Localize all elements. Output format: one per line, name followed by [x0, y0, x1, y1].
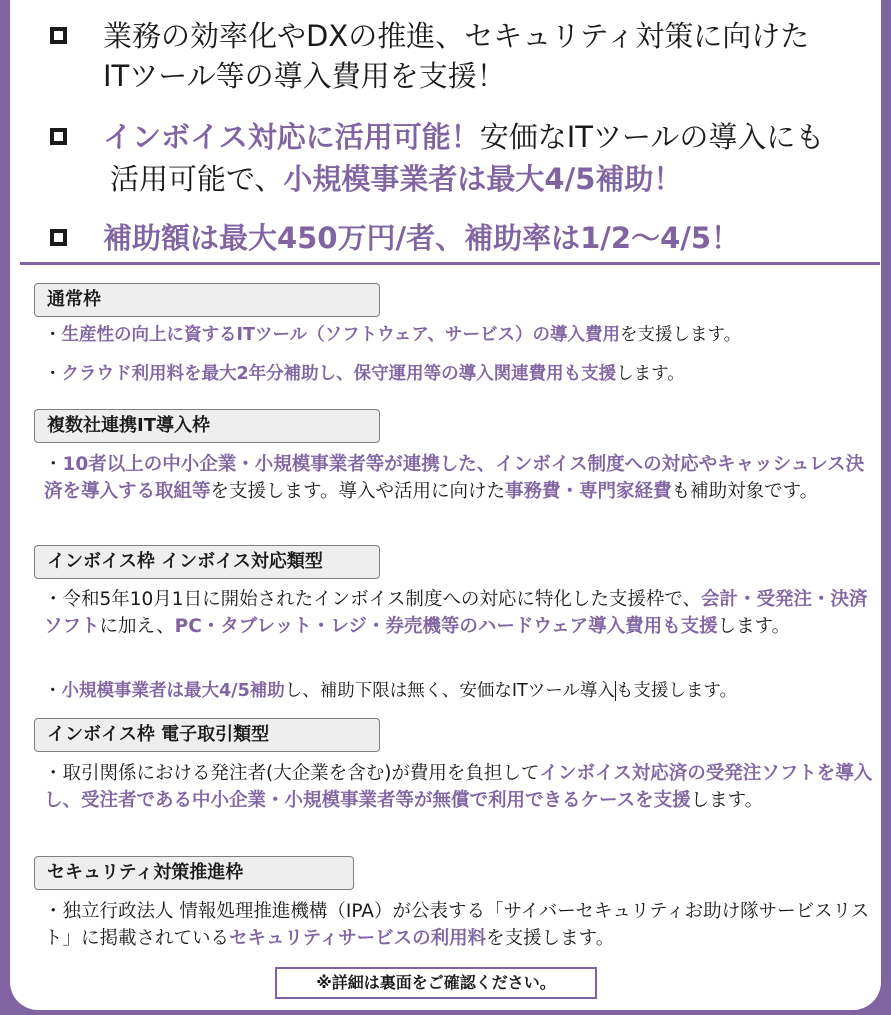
tsujo-line-2-emphasis: クラウド利用料を最大2年分補助し、保守運用等の導入関連費用も支援	[61, 364, 617, 384]
tsujo-line-2-text: します。	[616, 364, 685, 384]
bullet: ・	[44, 325, 62, 345]
headline-1-line-1: 業務の効率化やDXの推進、セキュリティ対策に向けた	[103, 19, 810, 53]
tag-security: セキュリティ対策推進枠	[34, 856, 354, 890]
security-text: ・独立行政法人 情報処理推進機構（IPA）が公表する「サイバーセキュリティお助け隊サービスリスト」に掲載されている	[44, 901, 870, 949]
checkbox-square-icon	[50, 229, 67, 246]
tag-fukusu: 複数社連携IT導入枠	[34, 409, 380, 443]
checkbox-square-icon	[50, 27, 67, 44]
denshi-paragraph	[44, 760, 874, 814]
fukusu-paragraph	[44, 451, 874, 505]
tsujo-line-2	[44, 361, 874, 388]
footer-note: ※詳細は裏面をご確認ください。	[275, 967, 597, 999]
invoice-taio-text-4: し、補助下限は無く、安価なITツール導入	[284, 681, 615, 701]
invoice-taio-paragraph-2	[44, 678, 874, 705]
invoice-taio-emphasis-2: PC・タブレット・レジ・券売機等のハードウェア導入費用も支援	[174, 616, 718, 637]
denshi-text: ・取引関係における発注者(大企業を含む)が費用を負担して	[44, 763, 540, 784]
tag-tsujo: 通常枠	[34, 283, 380, 317]
headline-2-text-2: 活用可能で、	[110, 162, 284, 196]
security-text-2: を支援します。	[486, 928, 615, 949]
fukusu-emphasis: 10者以上の中小企業・小規模事業者等が連携した、インボイス制度への対応やキャッシュレス決済を導入する取組等	[44, 454, 865, 502]
invoice-taio-text: ・令和5年10月1日に開始されたインボイス制度への対応に特化した支援枠で、	[44, 589, 702, 610]
headline-2-line-1	[103, 117, 824, 157]
security-emphasis: セキュリティサービスの利用料	[229, 928, 487, 949]
fukusu-text-2: も補助対象です。	[671, 481, 819, 502]
bullet: ・	[44, 681, 62, 701]
invoice-taio-emphasis-3: 小規模事業者は最大4/5補助	[61, 681, 285, 701]
tsujo-line-1-text: を支援します。	[620, 325, 742, 345]
fukusu-emphasis-2: 事務費・専門家経費	[505, 481, 672, 502]
security-paragraph	[44, 898, 874, 952]
tsujo-line-1	[44, 322, 874, 349]
headline-2-line-2	[110, 159, 682, 199]
invoice-taio-emphasis: 会計・受発注・決済ソフト	[44, 589, 868, 637]
headline-2-emphasis-2: 小規模事業者は最大4/5補助！	[283, 162, 683, 196]
headline-3-text: 補助額は最大450万円/者、補助率は1/2～4/5！	[103, 221, 741, 255]
invoice-taio-text-3: します。	[717, 616, 791, 637]
bullet: ・	[44, 364, 62, 384]
checkbox-square-icon	[50, 128, 67, 145]
bullet: ・	[44, 454, 63, 475]
headline-1-line-2: ITツール等の導入費用を支援！	[103, 59, 506, 93]
fukusu-text: を支援します。導入や活用に向けた	[210, 481, 506, 502]
tsujo-line-1-emphasis: 生産性の向上に資するITツール（ソフトウェア、サービス）の導入費用	[61, 325, 620, 345]
invoice-taio-text-2: に加え、	[99, 616, 175, 637]
denshi-emphasis: インボイス対応済の受発注ソフトを導入し、受注者である中小企業・小規模事業者等が無償で利用できるケースを支援	[44, 763, 873, 811]
divider	[20, 262, 880, 265]
headline-2-emphasis: インボイス対応に活用可能！	[103, 120, 480, 154]
invoice-taio-paragraph-1	[44, 586, 874, 640]
headline-2-text: 安価なITツールの導入にも	[479, 120, 825, 154]
denshi-text-2: します。	[690, 790, 764, 811]
tag-denshi: インボイス枠 電子取引類型	[34, 718, 380, 752]
invoice-taio-text-5: も支援します。	[615, 681, 738, 701]
tag-invoice-taio: インボイス枠 インボイス対応類型	[34, 545, 380, 579]
